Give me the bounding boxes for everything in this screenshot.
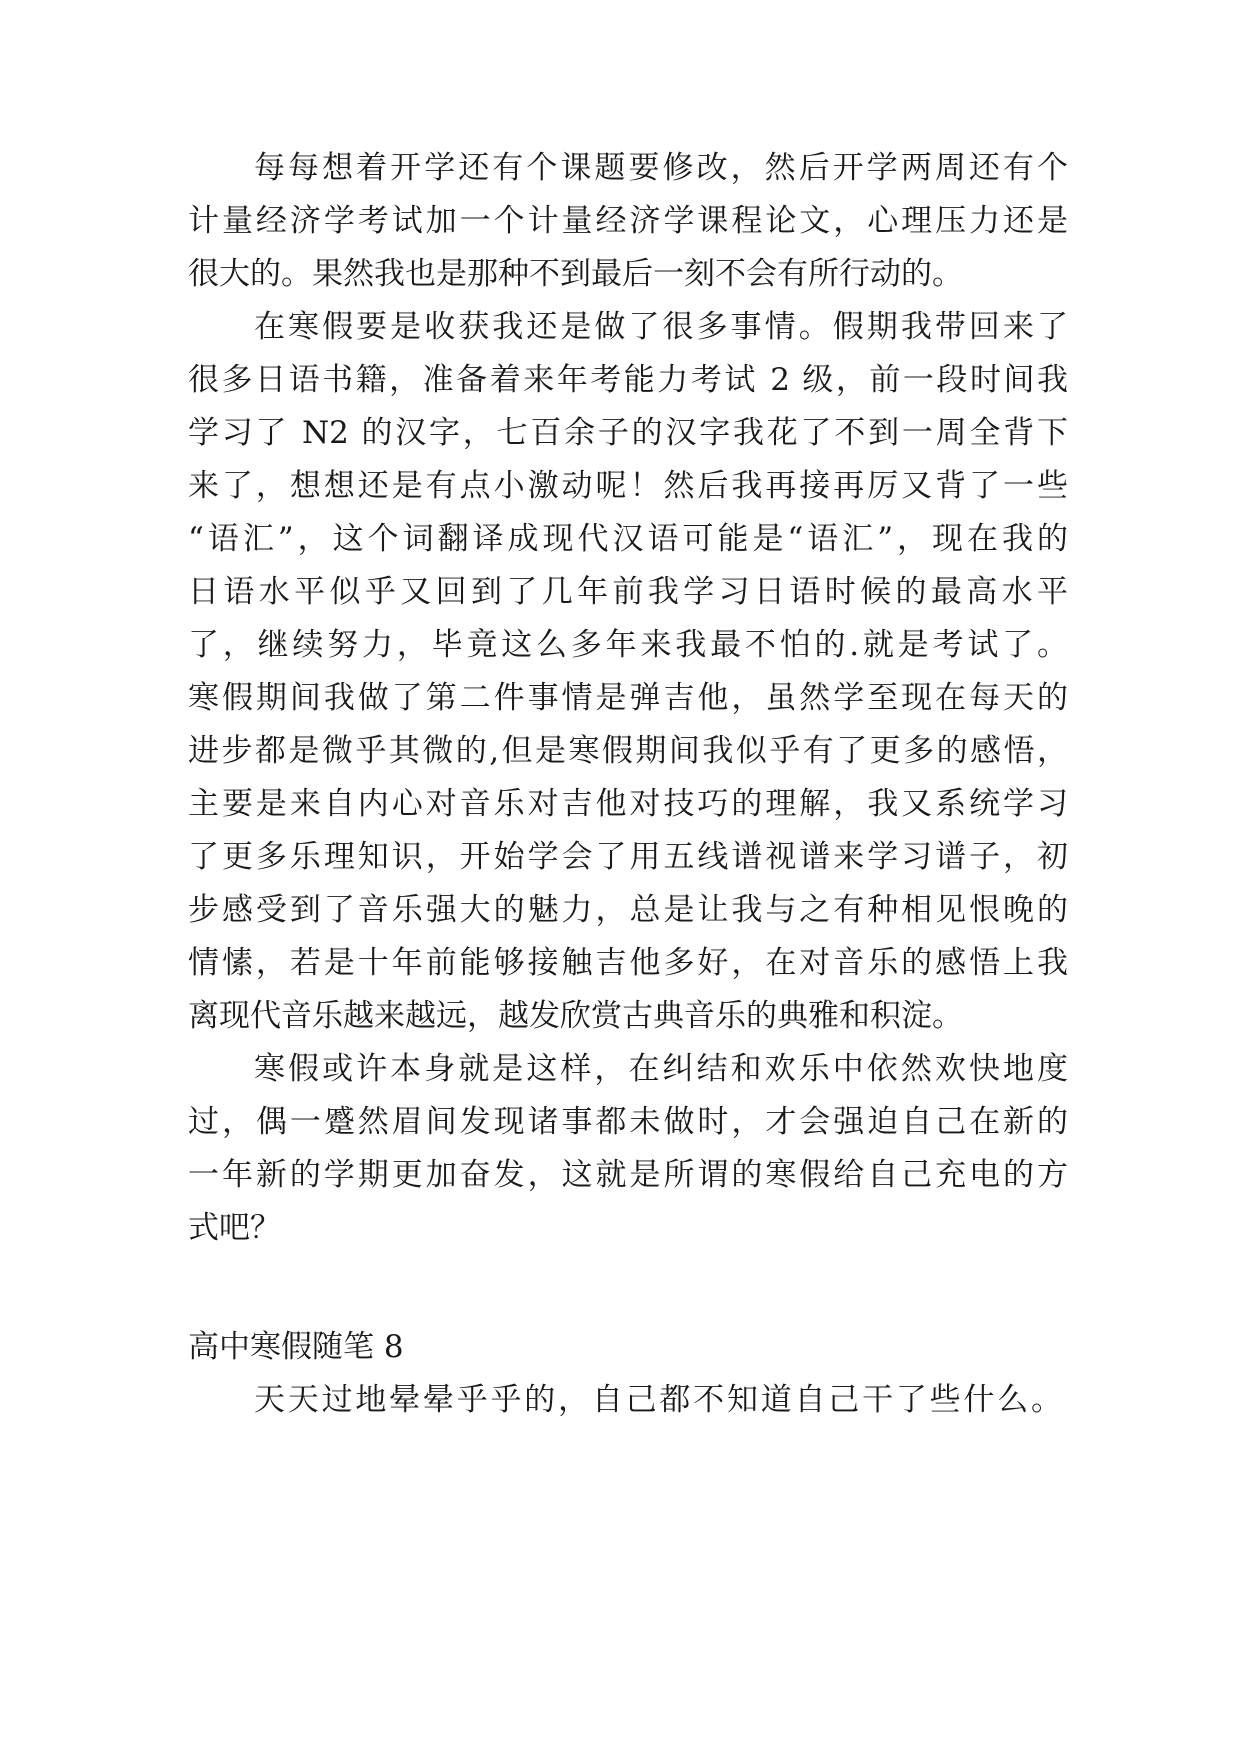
paragraph-2-line-10: 主要是来自内心对音乐对吉他对技巧的理解，我又系统学习	[188, 786, 1068, 822]
paragraph-3-line-1: 寒假或许本身就是这样，在纠结和欢乐中依然欢快地度	[254, 1051, 1068, 1087]
paragraph-2-line-14: 离现代音乐越来越远，越发欣赏古典音乐的典雅和积淀。	[188, 998, 963, 1034]
paragraph-3-line-2: 过，偶一蹙然眉间发现诸事都未做时，才会强迫自己在新的	[188, 1104, 1068, 1140]
paragraph-2-line-12: 步感受到了音乐强大的魅力，总是让我与之有种相见恨晚的	[188, 892, 1068, 928]
paragraph-2-line-5: “语汇”，这个词翻译成现代汉语可能是“语汇”，现在我的	[188, 521, 1068, 557]
paragraph-2-line-6: 日语水平似乎又回到了几年前我学习日语时候的最高水平	[188, 574, 1068, 610]
paragraph-2-line-3: 学习了 N2 的汉字，七百余子的汉字我花了不到一周全背下	[188, 415, 1068, 451]
paragraph-2-line-1: 在寒假要是收获我还是做了很多事情。假期我带回来了	[254, 309, 1068, 345]
final-paragraph-line-1: 天天过地晕晕乎乎的，自己都不知道自己干了些什么。	[254, 1382, 1062, 1418]
paragraph-3-line-3: 一年新的学期更加奋发，这就是所谓的寒假给自己充电的方	[188, 1157, 1068, 1193]
paragraph-2-line-4: 来了，想想还是有点小激动呢！然后我再接再厉又背了一些	[188, 468, 1068, 504]
paragraph-3-line-4: 式吧？	[188, 1210, 281, 1246]
paragraph-2-line-8: 寒假期间我做了第二件事情是弹吉他，虽然学至现在每天的	[188, 680, 1068, 716]
paragraph-1-line-3: 很大的。果然我也是那种不到最后一刻不会有所行动的。	[188, 256, 963, 292]
paragraph-1-line-2: 计量经济学考试加一个计量经济学课程论文，心理压力还是	[188, 203, 1068, 239]
paragraph-2-line-11: 了更多乐理知识，开始学会了用五线谱视谱来学习谱子，初	[188, 839, 1068, 875]
paragraph-2-line-13: 情愫，若是十年前能够接触吉他多好，在对音乐的感悟上我	[188, 945, 1068, 981]
paragraph-1-line-1: 每每想着开学还有个课题要修改，然后开学两周还有个	[254, 150, 1068, 186]
paragraph-2-line-7: 了，继续努力，毕竟这么多年来我最不怕的.就是考试了。	[188, 627, 1068, 663]
section-heading: 高中寒假随笔 8	[188, 1329, 404, 1365]
paragraph-2-line-9: 进步都是微乎其微的,但是寒假期间我似乎有了更多的感悟，	[188, 733, 1068, 769]
paragraph-2-line-2: 很多日语书籍，准备着来年考能力考试 2 级，前一段时间我	[188, 362, 1068, 398]
